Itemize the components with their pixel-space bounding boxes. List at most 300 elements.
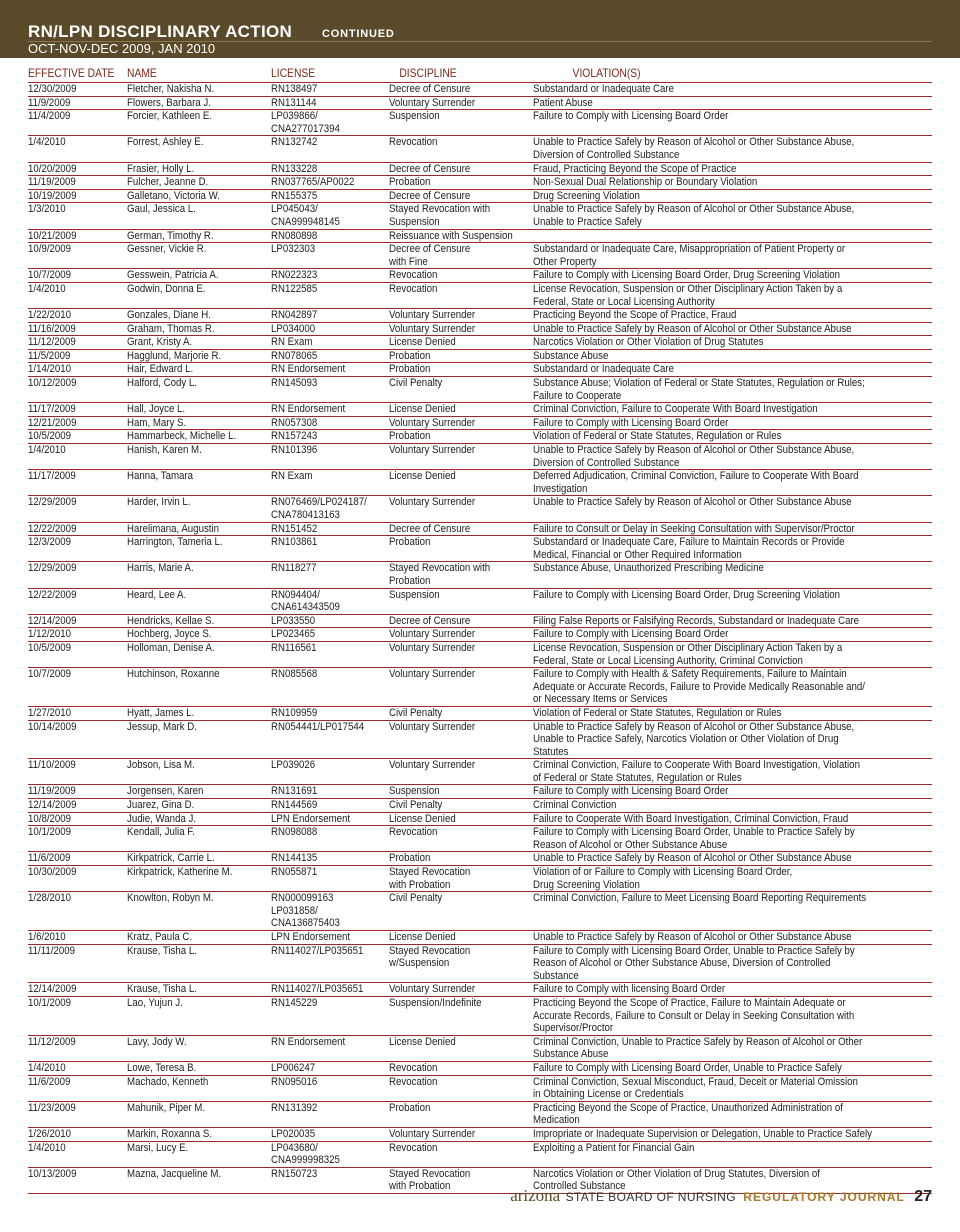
cell-text: Failure to Comply with Licensing Board Order (533, 628, 729, 641)
cell-text: Failure to Comply with Licensing Board Order, Drug Screening Violation (533, 269, 841, 282)
cell-text: 1/4/2010 (28, 1141, 66, 1154)
cell-discipline (389, 1061, 533, 1075)
cell-effective-date (28, 162, 127, 176)
cell-discipline (389, 852, 533, 866)
cell-text: Harris, Marie A. (127, 562, 194, 575)
cell-violations (533, 96, 932, 110)
cell-text: Substandard or Inadequate Care (533, 363, 675, 376)
cell-license (271, 430, 389, 444)
cell-license (271, 588, 389, 614)
cell-text: Fulcher, Jeanne D. (127, 176, 209, 189)
cell-text: RN131144 (271, 96, 317, 109)
cell-text: 12/22/2009 (28, 588, 77, 601)
cell-discipline (389, 628, 533, 642)
cell-text: Unable to Practice Safely by Reason of Alcohol or Other Substance Abuse, Unable to Practice Safely (533, 203, 855, 228)
cell-text: Revocation (389, 1061, 438, 1074)
cell-discipline (389, 229, 533, 243)
cell-name (127, 641, 271, 667)
cell-discipline (389, 136, 533, 162)
cell-text: Voluntary Surrender (389, 96, 476, 109)
page-number: 27 (914, 1188, 932, 1205)
cell-text: Stayed Revocation with Probation (389, 562, 491, 587)
cell-text: License Denied (389, 1035, 456, 1048)
cell-violations (533, 363, 932, 377)
cell-name (127, 983, 271, 997)
cell-text: Voluntary Surrender (389, 444, 476, 457)
cell-text: Failure to Cooperate With Board Investigation, Criminal Conviction, Fraud (533, 812, 849, 825)
cell-effective-date (28, 243, 127, 269)
cell-discipline (389, 826, 533, 852)
cell-license (271, 444, 389, 470)
cell-license (271, 628, 389, 642)
cell-name (127, 377, 271, 403)
page-footer (510, 1186, 932, 1206)
table-row (28, 536, 932, 562)
cell-violations (533, 522, 932, 536)
cell-license (271, 785, 389, 799)
cell-text: License Denied (389, 812, 456, 825)
cell-text: 10/14/2009 (28, 720, 77, 733)
cell-discipline (389, 706, 533, 720)
cell-text: RN138497 (271, 83, 318, 95)
table-row (28, 944, 932, 983)
cell-violations (533, 668, 932, 707)
table-row (28, 1075, 932, 1101)
cell-text: Failure to Comply with Licensing Board Order, Drug Screening Violation (533, 588, 841, 601)
cell-text: Unable to Practice Safely by Reason of Alcohol or Other Substance Abuse, Diversion of Controlled Substance (533, 444, 855, 469)
cell-violations (533, 176, 932, 190)
cell-text: LP043680/ CNA999998325 (271, 1141, 340, 1167)
cell-text: Violation of or Failure to Comply with Licensing Board Order, Drug Screening Violation (533, 866, 793, 891)
cell-text: Revocation (389, 826, 438, 839)
cell-text: Probation (389, 1101, 431, 1114)
cell-text: Mazna, Jacqueline M. (127, 1167, 222, 1180)
cell-text: Decree of Censure (389, 614, 471, 627)
cell-text: Probation (389, 430, 431, 443)
table-row (28, 416, 932, 430)
cell-text: Voluntary Surrender (389, 1127, 476, 1140)
table-row (28, 706, 932, 720)
cell-text: RN131392 (271, 1101, 318, 1114)
cell-text: Krause, Tisha L. (127, 983, 197, 996)
cell-violations (533, 614, 932, 628)
cell-effective-date (28, 628, 127, 642)
cell-text: 10/7/2009 (28, 668, 72, 681)
table-row (28, 799, 932, 813)
table-row (28, 641, 932, 667)
cell-license (271, 641, 389, 667)
cell-license (271, 203, 389, 229)
cell-text: Criminal Conviction, Failure to Cooperate With Board Investigation (533, 403, 818, 416)
cell-text: 10/12/2009 (28, 377, 77, 390)
cell-text: 11/6/2009 (28, 852, 71, 865)
cell-discipline (389, 203, 533, 229)
table-row (28, 1061, 932, 1075)
table-row (28, 243, 932, 269)
cell-license (271, 852, 389, 866)
cell-name (127, 83, 271, 97)
cell-text: Suspension (389, 588, 440, 601)
cell-name (127, 799, 271, 813)
cell-violations (533, 706, 932, 720)
cell-discipline (389, 668, 533, 707)
cell-effective-date (28, 176, 127, 190)
cell-violations (533, 269, 932, 283)
cell-license (271, 799, 389, 813)
footer-board-name: STATE BOARD OF NURSING (565, 1190, 736, 1204)
cell-effective-date (28, 309, 127, 323)
cell-discipline (389, 363, 533, 377)
cell-text: 1/26/2010 (28, 1127, 72, 1140)
cell-name (127, 136, 271, 162)
disciplinary-table (28, 66, 932, 1194)
cell-text: Harder, Irvin L. (127, 496, 191, 509)
cell-text: 11/10/2009 (28, 759, 76, 772)
cell-effective-date (28, 785, 127, 799)
cell-text: Violation of Federal or State Statutes, Regulation or Rules (533, 430, 782, 443)
cell-license (271, 282, 389, 308)
cell-license (271, 349, 389, 363)
cell-license (271, 536, 389, 562)
cell-text: Hochberg, Joyce S. (127, 628, 212, 641)
cell-name (127, 931, 271, 945)
cell-text: Galletano, Victoria W. (127, 189, 220, 202)
cell-text: Markin, Roxanna S. (127, 1127, 213, 1140)
cell-discipline (389, 614, 533, 628)
cell-text: 1/4/2010 (28, 282, 66, 295)
cell-name (127, 826, 271, 852)
column-header-name: NAME (127, 66, 251, 83)
cell-license (271, 336, 389, 350)
cell-text: Fraud, Practicing Beyond the Scope of Practice (533, 162, 737, 175)
cell-text: RN151452 (271, 522, 318, 535)
cell-text: Unable to Practice Safely by Reason of Alcohol or Other Substance Abuse, Unable to Practice Safely, Narcotics Violation or Other Violation of Drug Statutes (533, 720, 855, 758)
table-body (28, 83, 932, 1194)
cell-text: Kratz, Paula C. (127, 931, 193, 943)
cell-text: Voluntary Surrender (389, 720, 476, 733)
cell-discipline (389, 588, 533, 614)
cell-discipline (389, 812, 533, 826)
cell-name (127, 243, 271, 269)
page-title: RN/LPN DISCIPLINARY ACTION (28, 22, 293, 41)
cell-text: 11/17/2009 (28, 403, 76, 416)
cell-name (127, 759, 271, 785)
cell-name (127, 614, 271, 628)
cell-effective-date (28, 641, 127, 667)
table-row (28, 720, 932, 759)
cell-name (127, 944, 271, 983)
cell-effective-date (28, 96, 127, 110)
cell-text: Substandard or Inadequate Care, Failure to Maintain Records or Provide Medical, Financial or Other Required Information (533, 536, 845, 561)
cell-discipline (389, 470, 533, 496)
cell-name (127, 1167, 271, 1193)
cell-text: RN103861 (271, 536, 318, 549)
cell-license (271, 189, 389, 203)
cell-discipline (389, 1127, 533, 1141)
cell-name (127, 1127, 271, 1141)
cell-text: Frasier, Holly L. (127, 162, 195, 175)
cell-text: Narcotics Violation or Other Violation of Drug Statutes, Diversion of Controlled Substance (533, 1167, 820, 1193)
cell-effective-date (28, 562, 127, 588)
cell-text: Practicing Beyond the Scope of Practice, Unauthorized Administration of Medication (533, 1101, 843, 1127)
cell-text: Godwin, Donna E. (127, 282, 206, 295)
cell-violations (533, 1127, 932, 1141)
table-row (28, 96, 932, 110)
cell-license (271, 1101, 389, 1127)
table-row (28, 785, 932, 799)
cell-text: Non-Sexual Dual Relationship or Boundary Violation (533, 176, 758, 189)
cell-name (127, 1075, 271, 1101)
cell-text: 12/21/2009 (28, 416, 77, 429)
cell-text: 1/3/2010 (28, 203, 66, 216)
cell-text: Jobson, Lisa M. (127, 759, 195, 772)
cell-discipline (389, 403, 533, 417)
cell-discipline (389, 336, 533, 350)
table-row (28, 668, 932, 707)
cell-text: Substance Abuse; Violation of Federal or State Statutes, Regulation or Rules; Failure to Cooperate (533, 377, 865, 402)
cell-discipline (389, 444, 533, 470)
cell-text: 1/28/2010 (28, 892, 72, 905)
cell-violations (533, 1075, 932, 1101)
cell-text: RN114027/LP035651 (271, 944, 364, 957)
cell-text: 11/23/2009 (28, 1101, 76, 1114)
cell-text: Revocation (389, 1141, 438, 1154)
cell-text: 12/14/2009 (28, 614, 77, 627)
cell-text: RN118277 (271, 562, 317, 575)
cell-text: RN000099163 LP031858/ CNA136875403 (271, 892, 340, 930)
table-row (28, 1141, 932, 1167)
cell-text: Hutchinson, Roxanne (127, 668, 220, 681)
cell-license (271, 759, 389, 785)
cell-text: LP033550 (271, 614, 316, 627)
cell-license (271, 322, 389, 336)
cell-name (127, 162, 271, 176)
report-period: OCT-NOV-DEC 2009, JAN 2010 (28, 41, 216, 56)
cell-name (127, 1141, 271, 1167)
cell-violations (533, 944, 932, 983)
cell-license (271, 243, 389, 269)
cell-text: 12/30/2009 (28, 83, 77, 95)
cell-discipline (389, 759, 533, 785)
cell-text: Criminal Conviction, Sexual Misconduct, Fraud, Deceit or Material Omission in Obtaining License or Credentials (533, 1075, 858, 1101)
cell-name (127, 628, 271, 642)
cell-license (271, 309, 389, 323)
cell-text: Decree of Censure with Fine (389, 243, 471, 268)
cell-license (271, 996, 389, 1035)
cell-text: RN076469/LP024187/ CNA780413163 (271, 496, 367, 521)
cell-text: Voluntary Surrender (389, 641, 476, 654)
cell-effective-date (28, 706, 127, 720)
cell-text: Revocation (389, 136, 438, 149)
cell-discipline (389, 189, 533, 203)
table-row (28, 931, 932, 945)
cell-text: 1/4/2010 (28, 444, 66, 457)
cell-license (271, 416, 389, 430)
cell-text: Decree of Censure (389, 522, 471, 535)
cell-text: Substandard or Inadequate Care, Misappropriation of Patient Property or Other Property (533, 243, 846, 268)
cell-text: 12/22/2009 (28, 522, 77, 535)
cell-text: RN098088 (271, 826, 318, 839)
cell-text: 11/4/2009 (28, 110, 71, 123)
cell-text: Voluntary Surrender (389, 309, 476, 322)
cell-effective-date (28, 799, 127, 813)
cell-license (271, 931, 389, 945)
cell-discipline (389, 983, 533, 997)
cell-text: RN122585 (271, 282, 318, 295)
cell-discipline (389, 562, 533, 588)
cell-text: Probation (389, 349, 431, 362)
cell-discipline (389, 1101, 533, 1127)
cell-text: RN101396 (271, 444, 318, 457)
cell-text: LP039866/ CNA277017394 (271, 110, 340, 135)
cell-discipline (389, 720, 533, 759)
cell-discipline (389, 1141, 533, 1167)
cell-text: RN116561 (271, 641, 317, 654)
cell-text: 10/7/2009 (28, 269, 72, 282)
footer-journal-name: REGULATORY JOURNAL (743, 1190, 905, 1204)
cell-text: German, Timothy R. (127, 229, 214, 242)
cell-license (271, 1127, 389, 1141)
table-header-row (28, 66, 932, 83)
cell-text: Probation (389, 536, 431, 549)
cell-name (127, 363, 271, 377)
cell-text: Harrington, Tameria L. (127, 536, 223, 549)
cell-text: Stayed Revocation with Probation (389, 866, 471, 891)
cell-violations (533, 931, 932, 945)
cell-discipline (389, 110, 533, 136)
cell-text: Voluntary Surrender (389, 983, 476, 996)
cell-text: 10/1/2009 (28, 996, 72, 1009)
table-row (28, 83, 932, 97)
cell-effective-date (28, 866, 127, 892)
cell-text: Failure to Comply with Licensing Board Order (533, 785, 729, 798)
cell-text: Kirkpatrick, Katherine M. (127, 866, 233, 879)
cell-violations (533, 1101, 932, 1127)
cell-text: Judie, Wanda J. (127, 812, 197, 825)
cell-effective-date (28, 983, 127, 997)
cell-text: Hyatt, James L. (127, 706, 195, 719)
cell-text: Failure to Comply with Health & Safety Requirements, Failure to Maintain Adequate or Accurate Records, Failure to Provide Medically Reasonable and/ or Necessary Items or Services (533, 668, 865, 706)
cell-discipline (389, 931, 533, 945)
table-row (28, 1101, 932, 1127)
cell-text: Unable to Practice Safely by Reason of Alcohol or Other Substance Abuse (533, 496, 852, 509)
cell-violations (533, 812, 932, 826)
cell-text: Hanna, Tamara (127, 470, 194, 483)
cell-license (271, 176, 389, 190)
cell-effective-date (28, 720, 127, 759)
table-row (28, 176, 932, 190)
cell-text: Civil Penalty (389, 377, 443, 390)
cell-text: Failure to Comply with Licensing Board Order, Unable to Practice Safely (533, 1061, 842, 1074)
column-header-license: LICENSE (271, 66, 372, 83)
table-row (28, 269, 932, 283)
cell-violations (533, 799, 932, 813)
cell-text: License Denied (389, 470, 456, 483)
cell-text: Deferred Adjudication, Criminal Conviction, Failure to Cooperate With Board Investigation (533, 470, 859, 495)
cell-text: 10/1/2009 (28, 826, 72, 839)
cell-text: 11/19/2009 (28, 176, 76, 189)
cell-text: Voluntary Surrender (389, 496, 476, 509)
cell-text: 11/6/2009 (28, 1075, 71, 1088)
cell-text: 10/21/2009 (28, 229, 77, 242)
cell-effective-date (28, 1035, 127, 1061)
cell-violations (533, 162, 932, 176)
cell-license (271, 720, 389, 759)
cell-effective-date (28, 136, 127, 162)
cell-text: Ham, Mary S. (127, 416, 187, 429)
cell-text: Criminal Conviction, Failure to Cooperate With Board Investigation, Violation of Federal or State Statutes, Regulation or Rules (533, 759, 860, 784)
cell-text: Graham, Thomas R. (127, 322, 215, 335)
cell-effective-date (28, 322, 127, 336)
cell-discipline (389, 785, 533, 799)
cell-text: RN078065 (271, 349, 318, 362)
table-row (28, 430, 932, 444)
cell-discipline (389, 282, 533, 308)
cell-license (271, 269, 389, 283)
cell-text: Kirkpatrick, Carrie L. (127, 852, 215, 865)
cell-text: RN037765/AP0022 (271, 176, 355, 189)
cell-name (127, 706, 271, 720)
cell-text: Failure to Comply with Licensing Board Order, Unable to Practice Safely by Reason of Alcohol or Other Substance Abuse, Diversion of Controlled Substance (533, 944, 855, 982)
table-row (28, 496, 932, 522)
cell-text: RN Exam (271, 336, 313, 349)
column-header-violations: VIOLATION(S) (533, 66, 876, 83)
cell-text: RN155375 (271, 189, 318, 202)
cell-text: RN144135 (271, 852, 318, 865)
table-row (28, 309, 932, 323)
cell-name (127, 668, 271, 707)
cell-violations (533, 996, 932, 1035)
cell-text: RN Exam (271, 470, 313, 483)
cell-violations (533, 628, 932, 642)
cell-text: Gesswein, Patricia A. (127, 269, 219, 282)
cell-license (271, 892, 389, 931)
cell-violations (533, 1141, 932, 1167)
cell-text: Criminal Conviction, Unable to Practice Safely by Reason of Alcohol or Other Substance Abuse (533, 1035, 863, 1061)
cell-text: LP039026 (271, 759, 316, 772)
cell-text: Probation (389, 852, 431, 865)
cell-discipline (389, 1035, 533, 1061)
cell-text: RN042897 (271, 309, 318, 322)
cell-text: 11/9/2009 (28, 96, 71, 109)
cell-discipline (389, 83, 533, 97)
cell-discipline (389, 269, 533, 283)
cell-text: Marsi, Lucy E. (127, 1141, 189, 1154)
cell-discipline (389, 176, 533, 190)
table-row (28, 444, 932, 470)
cell-name (127, 203, 271, 229)
cell-effective-date (28, 614, 127, 628)
cell-text: Voluntary Surrender (389, 628, 476, 641)
cell-text: Revocation (389, 1075, 438, 1088)
table-row (28, 996, 932, 1035)
cell-text: Revocation (389, 282, 438, 295)
cell-effective-date (28, 759, 127, 785)
cell-text: 1/4/2010 (28, 1061, 66, 1074)
cell-license (271, 983, 389, 997)
cell-violations (533, 785, 932, 799)
cell-license (271, 377, 389, 403)
cell-name (127, 496, 271, 522)
cell-name (127, 189, 271, 203)
cell-text: Unable to Practice Safely by Reason of Alcohol or Other Substance Abuse (533, 322, 852, 335)
cell-text: 11/12/2009 (28, 1035, 76, 1048)
cell-text: RN094404/ CNA614343509 (271, 588, 340, 614)
cell-name (127, 322, 271, 336)
cell-text: License Revocation, Suspension or Other Disciplinary Action Taken by a Federal, State or Local Licensing Authority (533, 282, 843, 308)
cell-text: Stayed Revocation w/Suspension (389, 944, 471, 970)
cell-text: Kendall, Julia F. (127, 826, 195, 839)
